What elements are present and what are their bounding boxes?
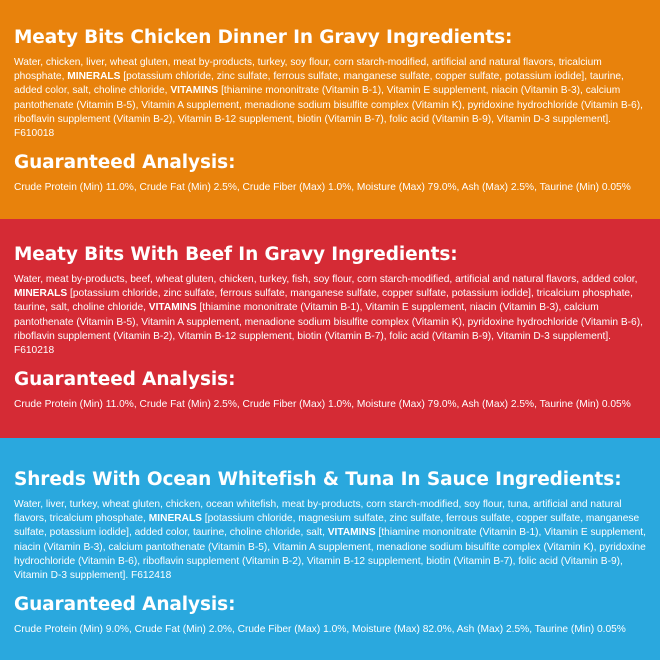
ingredients-text [14,498,646,583]
ingredients-part: [potassium chloride, zinc sulfate, ferrous sulfate, manganese sulfate, copper sulfate, potassium iodide], taurine, added color, salt, choline chloride, [14,71,624,97]
panel-title: Meaty Bits Chicken Dinner In Gravy Ingredients: [14,27,513,48]
ingredients-part: [thiamine mononitrate (Vitamin B-1), Vitamin E supplement, niacin (Vitamin B-3), calcium pantothenate (Vitamin B-5), Vitamin A supplement, menadione sodium bisulfite complex (Vitamin K), pyridoxine hydrochloride (Vitamin B-6), riboflavin supplement (Vitamin B-2), Vitamin B-12 supplement, biotin (Vitamin B-7), folic acid (Vitamin B-9), Vitamin D-3 supplement]. [14,527,646,582]
ingredients-text [14,56,646,141]
whitefish-tuna-panel [0,438,660,660]
vitamins-label: VITAMINS [148,302,197,314]
analysis-text: Crude Protein (Min) 11.0%, Crude Fat (Min) 2.5%, Crude Fiber (Max) 1.0%, Moisture (Max) 79.0%, Ash (Max) 2.5%, Taurine (Min) 0.05% [14,182,631,194]
analysis-text: Crude Protein (Min) 9.0%, Crude Fat (Min) 2.0%, Crude Fiber (Max) 1.0%, Moisture (Max) 82.0%, Ash (Max) 2.5%, Taurine (Min) 0.05% [14,624,626,636]
ingredients-part: Water, meat by-products, beef, wheat gluten, chicken, turkey, fish, soy flour, corn starch-modified, artificial and natural flavors, added color, [14,274,638,285]
analysis-title: Guaranteed Analysis: [14,594,236,616]
minerals-label: MINERALS [67,71,121,83]
beef-panel [0,219,660,438]
product-code: F610218 [14,345,55,357]
product-code: F610018 [14,128,55,140]
ingredients-part: [potassium chloride, magnesium sulfate, zinc sulfate, ferrous sulfate, copper sulfate, manganese sulfate, potassium iodide], added color, taurine, choline chloride, salt, [14,513,640,539]
ingredients-part: Water, chicken, liver, wheat gluten, meat by-products, turkey, soy flour, corn starch-modified, artificial and natural flavors, tricalcium phosphate, [14,57,602,83]
ingredients-part: [potassium chloride, zinc sulfate, ferrous sulfate, manganese sulfate, copper sulfate, potassium iodide], tricalcium phosphate, taurine, salt, choline chloride, [14,288,633,314]
ingredients-text [14,273,646,358]
chicken-dinner-panel [0,0,660,219]
minerals-label: MINERALS [14,288,68,300]
product-code: F612418 [131,570,172,582]
panel-title: Shreds With Ocean Whitefish & Tuna In Sauce Ingredients: [14,469,622,490]
minerals-label: MINERALS [148,513,202,525]
panel-title: Meaty Bits With Beef In Gravy Ingredients: [14,244,458,265]
ingredients-part: [thiamine mononitrate (Vitamin B-1), Vitamin E supplement, niacin (Vitamin B-3), calcium pantothenate (Vitamin B-5), Vitamin A supplement, menadione sodium bisulfite complex (Vitamin K), pyridoxine hydrochloride (Vitamin B-6), riboflavin supplement (Vitamin B-2), Vitamin B-12 supplement, biotin (Vitamin B-7), folic acid (Vitamin B-9), Vitamin D-3 supplement]. [14,85,643,125]
ingredients-part: [thiamine mononitrate (Vitamin B-1), Vitamin E supplement, niacin (Vitamin B-3), calcium pantothenate (Vitamin B-5), Vitamin A supplement, menadione sodium bisulfite complex (Vitamin K), pyridoxine hydrochloride (Vitamin B-6), riboflavin supplement (Vitamin B-2), Vitamin B-12 supplement, biotin (Vitamin B-7), folic acid (Vitamin B-9), Vitamin D-3 supplement]. [14,302,643,342]
vitamins-label: VITAMINS [327,527,376,539]
analysis-title: Guaranteed Analysis: [14,152,236,174]
ingredients-part: Water, liver, turkey, wheat gluten, chicken, ocean whitefish, meat by-products, corn starch-modified, soy flour, tuna, artificial and natural flavors, tricalcium phosphate, [14,499,622,525]
vitamins-label: VITAMINS [170,85,219,97]
analysis-title: Guaranteed Analysis: [14,369,236,391]
analysis-text: Crude Protein (Min) 11.0%, Crude Fat (Min) 2.5%, Crude Fiber (Max) 1.0%, Moisture (Max) 79.0%, Ash (Max) 2.5%, Taurine (Min) 0.05% [14,399,631,411]
